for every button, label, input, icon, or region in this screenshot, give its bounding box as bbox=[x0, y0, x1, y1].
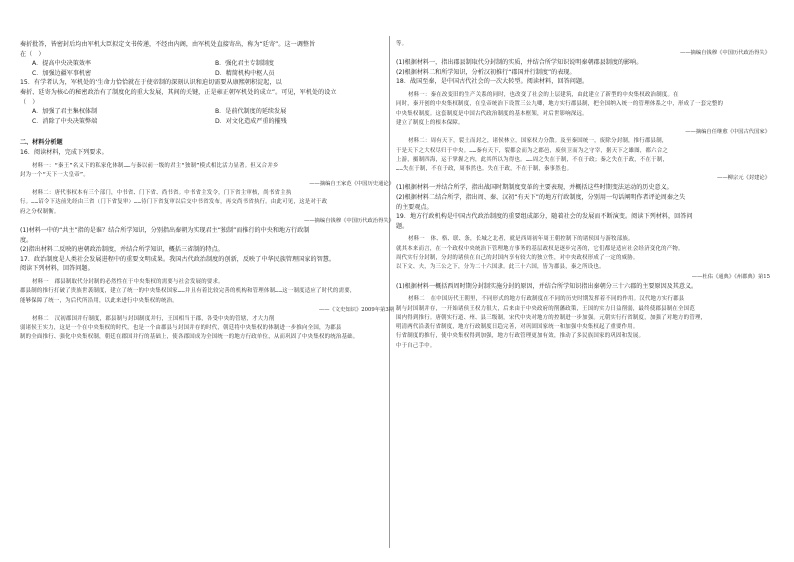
q19-material-2-cont: 制与封国制并存，一开始诸侯王权力很大，后来由于中央政府的削藩政策，王国的实力日益削弱，最终使郡县制在全国范 bbox=[396, 305, 695, 312]
right-column bbox=[396, 40, 774, 351]
q16-material-1-cont: 封为一个“天下一大皇帝”。 bbox=[20, 171, 90, 178]
q18-ask-2: (2)根据材料二结合所学，指出周、秦、汉初“有天下”的地方行政制度，分别用一句话阐明作者评论周秦之失 bbox=[396, 194, 686, 202]
q16-stem: 16．阅读材料，完成下列要求。 bbox=[20, 148, 108, 156]
q17-material-1-cont: 郡县制的推行打破了贵族世袭制度，建立了统一的中央集权国家……并且有着比较完善的机构和管理体制……这一制度适应了时代的需要， bbox=[20, 288, 356, 295]
section-title: 二、材料分析题 bbox=[20, 139, 63, 147]
q15-line-3: （ ） bbox=[20, 98, 39, 106]
q17-material-1-cont2: 能够保障了统一，为后代所沿用，以此来进行中央集权的统治。 bbox=[20, 297, 178, 304]
q16-material-1-source: ——摘编自王家范《中国历史通论》 bbox=[309, 181, 394, 188]
q18-material-2-cont: 于是天下之大权尽归于中央。……秦有天下，裂都会而为之郡邑，废侯卫而为之守宰，据天下之雄图，都六合之 bbox=[396, 147, 669, 154]
q18-material-2-source: ——柳宗元《封建论》 bbox=[717, 175, 770, 182]
q16-material-2-cont: 行。……诏令下达前先经由三省（门下省复审）……待门下省复审以后交中书省发布，再交尚书省执行。由此可见，这是对于政 bbox=[20, 199, 328, 206]
q16-material-2: 材料二：唐代事权本有三个部门，中书省、门下省、尚书省。中书省主发令，门下省主审核，尚书省主执 bbox=[32, 190, 292, 197]
q19-material-2: 材料二 在中国历代王朝里，不同形式的地方行政制度在不同的历史时期发挥着不同的作用。汉代地方实行郡县 bbox=[408, 296, 685, 303]
q15-line-2: 奏折、廷寄为核心的秘密政治有了制度化的重大发展，其间的关键，正是雍正朝军机处的成立”。可见，军机处的设立 bbox=[20, 88, 337, 96]
q15-option-b: B．是前代制度的延续发展 bbox=[215, 108, 287, 116]
q19-ask-1: (1)根据材料一概括西周时期分封制实施分封的原因，并结合所学知识指出秦朝分三十六郡的主要原因及其意义。 bbox=[396, 282, 698, 290]
left-column bbox=[20, 40, 398, 343]
q17-material-2-end: 等。 bbox=[396, 41, 408, 47]
q17-ask-2: (2)根据材料二和所学知识，分析汉初推行“郡国并行制度”的表现。 bbox=[396, 68, 576, 76]
q18-material-2: 材料二：周有天下，裂土而封之，诸侯林立，国家权力分散。及至秦国统一，废除分封制，推行郡县制， bbox=[408, 138, 668, 145]
q17-material-1: 材料一 郡县制取代分封制的必然性在于中央集权的需要与社会发展的要求。 bbox=[32, 278, 224, 285]
q18-material-1-cont2: 中央集权制度。这套制度是中国古代政治制度的基本框架，对后世影响深远。 bbox=[396, 110, 588, 117]
q16-material-2-source: ——摘编自钱穆《中国历代政治得失》 bbox=[303, 218, 394, 225]
q18-ask-2-cont: 的主要观点。 bbox=[396, 203, 433, 211]
q14-option-d: D．精简机构中枢人员 bbox=[215, 69, 275, 77]
q17-material-2-cont: 弱诸侯王实力，这是一个在中央集权的时代，也是一个由郡县与封国并存的时代，朝廷将中央集权的体制进一步推向全国，为郡县 bbox=[20, 325, 342, 332]
q17-material-2: 材料二 汉初郡国并行制度，郡县制与封国制度并行，王国相当于郡，各受中央的管辖，才大力削 bbox=[32, 315, 275, 322]
q17-material-2-source: ——摘编自钱穆《中国历代政治得失》 bbox=[679, 50, 770, 57]
q17-stem-2: 阅读下列材料，回答问题。 bbox=[20, 265, 94, 273]
q16-ask-1-cont: 度。 bbox=[20, 236, 33, 244]
q18-material-1-source: ——摘编自任继愈《中国古代国家》 bbox=[685, 129, 770, 136]
q19-material-2-cont5: 中于自己手中。 bbox=[396, 342, 436, 349]
q19-material-1: 材料一 体、格、联、条，长城之北者，就是西周初年周王朝控制下的诸侯国与游牧部族。 bbox=[408, 236, 634, 243]
q19-material-2-cont2: 围内得到推行。唐朝实行道、州、县三级制，宋代中央对地方的控制进一步加强。元朝实行行省制度，加强了对地方的管理， bbox=[396, 314, 707, 321]
q15-option-d: D．对文化造成严重的摧残 bbox=[215, 117, 287, 125]
q16-material-1: 材料一：“秦王”名义下的私家化体制……与秦以前一级的君主“独制”模式相比活力显著。但又合并乡 bbox=[32, 162, 279, 169]
q18-ask-1: (1)根据材料一并结合所学，指出战国时期制度变革的主要表现，并概括这些时期变法运动的历史意义。 bbox=[396, 184, 673, 192]
q17-material-1-source: ——《文史知识》2009年第3期 bbox=[318, 306, 394, 313]
q19-material-1-cont3: 以下文、夫，为三公之下，分为二十六国隶。此三十六国，皆为郡县，秦之所设也。 bbox=[396, 264, 605, 271]
q15-option-c: C．消除了中央决策弊端 bbox=[32, 117, 98, 125]
q19-stem-2: 题。 bbox=[396, 222, 409, 230]
q18-material-2-cont3: ……失在于制，不在于政，周事然也。失在于政，不在于制，秦事然也。 bbox=[396, 166, 573, 173]
q19-material-2-cont4: 行省制度的推行，使中央集权得到加强，地方行政管理更加有效，推动了多民族国家的巩固和发展。 bbox=[396, 333, 645, 340]
q17-stem-1: 17．政治制度是人类社会发展进程中的重要文明成果。我国古代政治制度的创新，反映了中华民族管理国家的智慧。 bbox=[20, 255, 336, 263]
q15-line-1: 15．有学者认为，军机处的‘生命力恰恰就在于使帝制的深刻认识和迫切需要从康熙朝积淀起，以 bbox=[20, 79, 282, 87]
q18-material-2-cont2: 上游，摄制四海，运于掌握之内，此其所以为得也。……周之失在于制，不在于政；秦之失在于政，不在于制， bbox=[396, 156, 669, 163]
q16-material-2-cont2: 府之分权制衡。 bbox=[20, 208, 60, 215]
q14-option-c: C．加强边疆军事机密 bbox=[32, 69, 92, 77]
q17-ask-1: (1)根据材料一，指出郡县制取代分封制的实质，并结合所学知识说明秦朝郡县制度的影响。 bbox=[396, 59, 643, 67]
q18-material-1-cont3: 建立了制度上的根本保障。 bbox=[396, 119, 464, 126]
q14-option-a: A．提高中央决策效率 bbox=[32, 60, 92, 68]
q14-options bbox=[20, 59, 398, 78]
q18-material-1-cont: 同时，秦开创的中央集权制度，在皇帝统治下设置三公九卿，地方实行郡县制，把全国纳入统一的管理体系之中，形成了一套完整的 bbox=[396, 101, 724, 108]
q19-material-1-source: ——杜佑《通典》《州郡典》第15 bbox=[691, 273, 770, 280]
q15-option-a: A．加强了君主集权体制 bbox=[32, 108, 98, 116]
q17-material-2-cont2: 制的全面推行、强化中央集权制，朝廷在郡国并行的基础上，使各郡国成为全国统一的地方行政单位，从而巩固了中央集权的统治基础。 bbox=[20, 334, 359, 341]
q19-material-1-cont2: 周代实行分封制，分封的诸侯在自己的封国内享有较大的独立性，对中央政权形成了一定的威胁。 bbox=[396, 255, 639, 262]
q19-material-1-cont: 就其本来而言，在一个政权中央统治下管理地方事务的基层政权是逐步完善的，它们都是适应社会经济变化的产物。 bbox=[396, 245, 684, 252]
q14-option-b: B．强化君主专制制度 bbox=[215, 60, 275, 68]
q14-line-2: 在（ ） bbox=[20, 50, 45, 58]
q18-material-1: 材料一：秦在改变旧的生产关系的同时，也改变了社会的上层建筑，由此建立了新型的中央集权政治制度。在 bbox=[408, 92, 679, 99]
q19-stem-1: 19．地方行政机构是中国古代政治制度的重要组成部分，随着社会的发展而不断演变。阅读下列材料，回答问 bbox=[396, 213, 693, 221]
q16-ask-2: (2)指出材料二反映的唐朝政治制度，并结合所学知识，概括三省制的特点。 bbox=[20, 246, 224, 254]
q15-options bbox=[20, 107, 398, 126]
q18-stem: 18．战国至秦，是中国古代社会的一次大转型。阅读材料，回答问题。 bbox=[396, 78, 589, 86]
q16-ask-1: (1)材料一中的“共主”指的是谁？结合所学知识，分别指出秦朝为实现君主“独制”而推行的中央和地方行政制 bbox=[20, 227, 310, 235]
q19-material-2-cont3: 明清两代沿袭行省制度，地方行政制度日趋完善，对巩固国家统一和加强中央集权起了重要作用。 bbox=[396, 324, 639, 331]
q14-line-1: 奏折批答，皆密封后均由军机大臣拟定文书传递，不经由内阁，由军机处直接寄出，称为“廷寄”。这一调整旨 bbox=[20, 41, 316, 48]
